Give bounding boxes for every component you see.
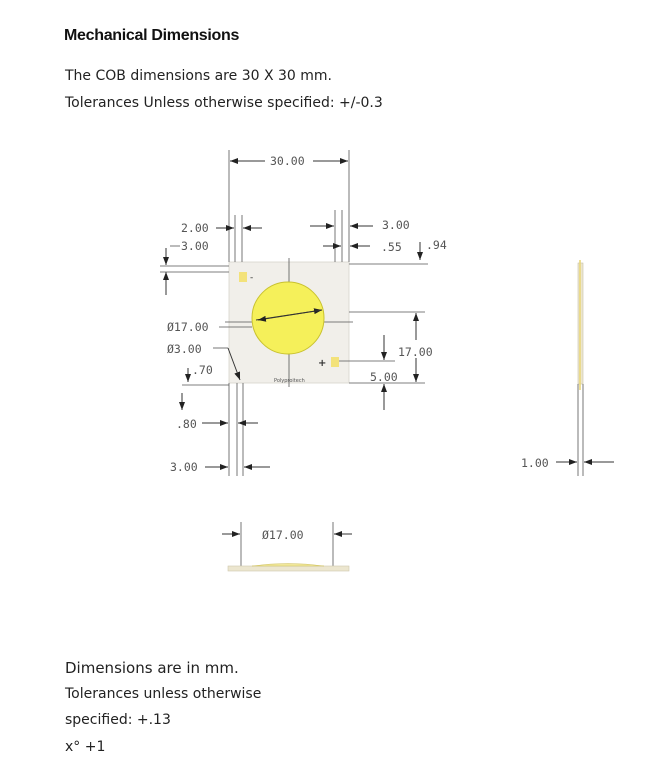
dim-side-diameter: Ø17.00 <box>262 528 304 542</box>
dim-vertical-5: 5.00 <box>370 370 398 384</box>
negative-pad <box>239 272 247 282</box>
dim-diameter: Ø17.00 <box>167 320 209 334</box>
notes-units: Dimensions are in mm. <box>65 659 239 677</box>
dim-bottom-080: .80 <box>176 417 197 431</box>
dim-bottom-3: 3.00 <box>170 460 198 474</box>
notes-tolerance-2: specified: +.13 <box>65 712 171 728</box>
dim-left-3: 3.00 <box>181 239 209 253</box>
dim-thickness: 1.00 <box>521 456 549 470</box>
notes-tolerance-1: Tolerances unless otherwise <box>65 686 262 702</box>
dim-hole: Ø3.00 <box>167 342 202 356</box>
plus-mark: + <box>318 358 327 369</box>
dim-width: 30.00 <box>270 154 305 168</box>
notes-angle: x° +1 <box>65 739 106 755</box>
dim-left-2: 2.00 <box>181 221 209 235</box>
front-view <box>228 566 349 571</box>
page-title: Mechanical Dimensions <box>64 27 240 44</box>
intro-tolerance-text: Tolerances Unless otherwise specified: +/-0.3 <box>65 95 383 111</box>
intro-dimensions-text: The COB dimensions are 30 X 30 mm. <box>65 68 332 84</box>
minus-mark: - <box>250 273 254 283</box>
dim-right-094: .94 <box>426 238 447 252</box>
emitter-circle <box>252 282 324 354</box>
brand-label: Polyproitech <box>274 378 305 384</box>
dim-070: .70 <box>192 363 213 377</box>
positive-pad <box>331 357 339 367</box>
dim-vertical-17: 17.00 <box>398 345 433 359</box>
dim-right-055: .55 <box>381 240 402 254</box>
dim-right-3: 3.00 <box>382 218 410 232</box>
